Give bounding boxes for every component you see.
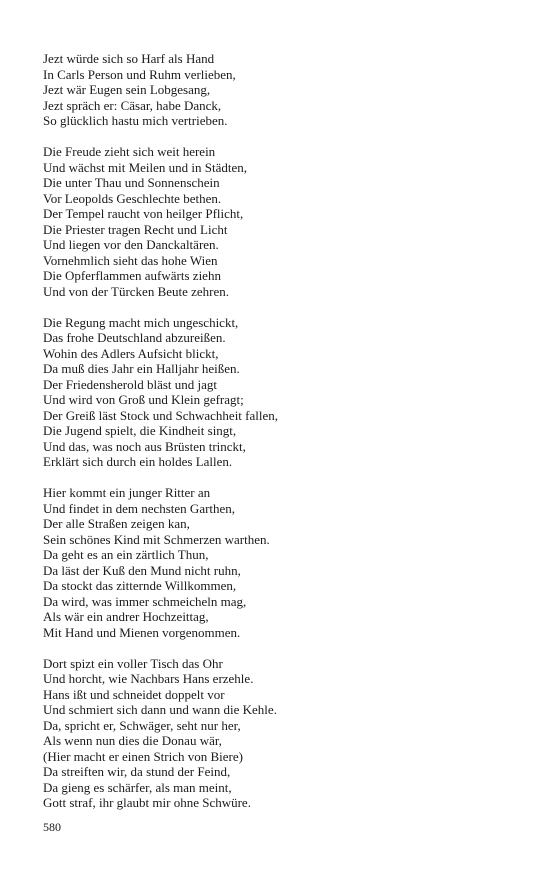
verse-line: Jezt spräch er: Cäsar, habe Danck, bbox=[43, 97, 222, 113]
verse-line: Da stockt das zitternde Willkommen, bbox=[43, 578, 237, 593]
verse-line: Und horcht, wie Nachbars Hans erzehle. bbox=[43, 671, 254, 686]
verse-line: (Hier macht er einen Strich von Biere) bbox=[43, 748, 243, 764]
verse-line: Vornehmlich sieht das hohe Wien bbox=[43, 252, 218, 268]
verse-line: Und findet in dem nechsten Garthen, bbox=[43, 500, 236, 516]
verse-line: Und schmiert sich dann und wann die Kehle. bbox=[43, 702, 277, 717]
poem-text bbox=[43, 51, 523, 826]
stanza bbox=[43, 144, 523, 299]
verse-line: Die Jugend spielt, die Kindheit singt, bbox=[43, 423, 237, 438]
verse-line: Da streiften wir, da stund der Feind, bbox=[43, 764, 231, 779]
verse-line: Die Priester tragen Recht und Licht bbox=[43, 221, 228, 237]
verse-line: Und wächst mit Meilen und in Städten, bbox=[43, 159, 248, 175]
verse-line: Der Friedensherold bläst und jagt bbox=[43, 376, 218, 392]
verse-line: Da, spricht er, Schwäger, seht nur her, bbox=[43, 717, 241, 733]
verse-line: Da wird, was immer schmeicheln mag, bbox=[43, 593, 247, 609]
verse-line: Gott straf, ihr glaubt mir ohne Schwüre. bbox=[43, 795, 251, 810]
verse-line: So glücklich hastu mich vertrieben. bbox=[43, 113, 228, 128]
stanza bbox=[43, 656, 523, 811]
verse-line: Als wenn nun dies die Donau wär, bbox=[43, 733, 222, 748]
verse-line: Und liegen vor den Danckaltären. bbox=[43, 237, 219, 252]
verse-line: Jezt würde sich so Harf als Hand bbox=[43, 51, 215, 66]
verse-line: Da läst der Kuß den Mund nicht ruhn, bbox=[43, 562, 241, 578]
verse-line: Erklärt sich durch ein holdes Lallen. bbox=[43, 454, 233, 469]
stanza bbox=[43, 51, 523, 129]
verse-line: Der Greiß läst Stock und Schwachheit fallen, bbox=[43, 407, 279, 423]
verse-line: Die Regung macht mich ungeschickt, bbox=[43, 314, 239, 330]
verse-line: Sein schönes Kind mit Schmerzen warthen. bbox=[43, 531, 270, 547]
verse-line: Der Tempel raucht von heilger Pflicht, bbox=[43, 206, 244, 221]
verse-line: Jezt wär Eugen sein Lobgesang, bbox=[43, 82, 211, 97]
verse-line: Und das, was noch aus Brüsten trinckt, bbox=[43, 438, 246, 454]
verse-line: Hans ißt und schneidet doppelt vor bbox=[43, 686, 225, 702]
verse-line: Das frohe Deutschland abzureißen. bbox=[43, 330, 226, 345]
verse-line: Als wär ein andrer Hochzeittag, bbox=[43, 609, 209, 624]
verse-line: Die unter Thau und Sonnenschein bbox=[43, 175, 220, 190]
stanza bbox=[43, 485, 523, 640]
verse-line: Wohin des Adlers Aufsicht blickt, bbox=[43, 345, 219, 361]
verse-line: Dort spizt ein voller Tisch das Ohr bbox=[43, 655, 223, 671]
verse-line: In Carls Person und Ruhm verlieben, bbox=[43, 66, 236, 82]
verse-line: Vor Leopolds Geschlechte bethen. bbox=[43, 190, 222, 206]
verse-line: Mit Hand und Mienen vorgenommen. bbox=[43, 624, 241, 640]
page-number: 580 bbox=[43, 820, 61, 834]
verse-line: Der alle Straßen zeigen kan, bbox=[43, 516, 190, 531]
verse-line: Und von der Türcken Beute zehren. bbox=[43, 283, 230, 299]
stanza bbox=[43, 315, 523, 470]
verse-line: Und wird von Groß und Klein gefragt; bbox=[43, 392, 244, 407]
verse-line: Da geht es an ein zärtlich Thun, bbox=[43, 547, 209, 562]
verse-line: Da muß dies Jahr ein Halljahr heißen. bbox=[43, 361, 240, 376]
verse-line: Die Opferflammen aufwärts ziehn bbox=[43, 268, 221, 283]
verse-line: Die Freude zieht sich weit herein bbox=[43, 144, 216, 159]
verse-line: Da gieng es schärfer, als man meint, bbox=[43, 779, 232, 795]
verse-line: Hier kommt ein junger Ritter an bbox=[43, 485, 211, 500]
